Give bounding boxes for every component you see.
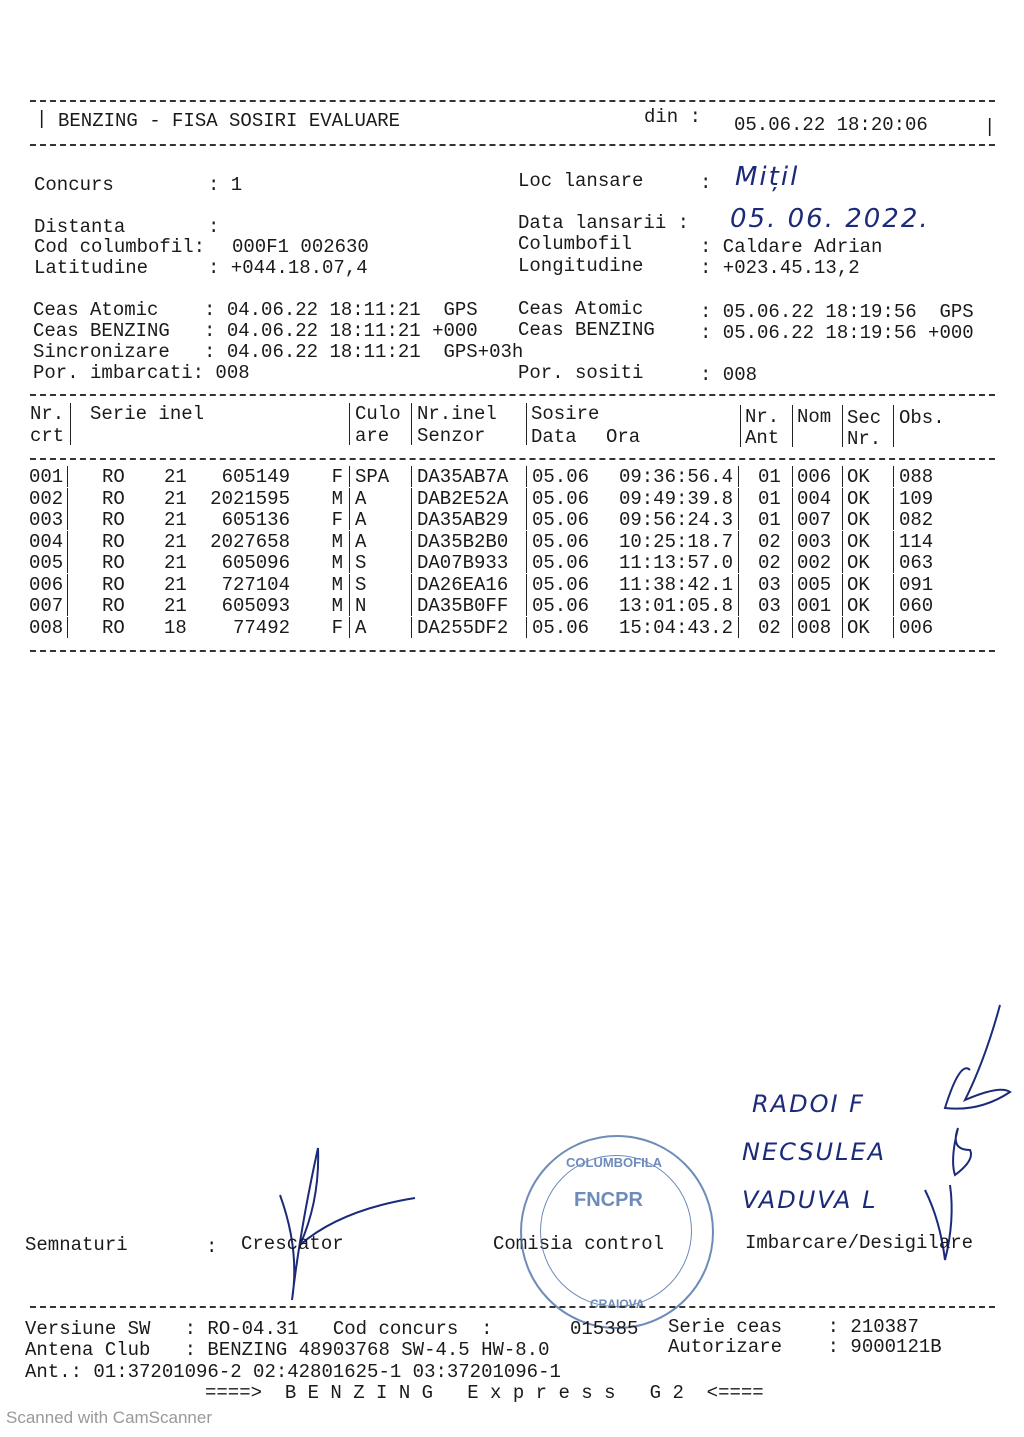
cell-data: 05.06: [532, 573, 590, 596]
cell-culoare: S: [355, 573, 367, 596]
cell-ant: 02: [758, 616, 781, 639]
col-header-are: are: [355, 425, 390, 447]
cell-nr: 001: [29, 466, 64, 488]
din-value: 05.06.22 18:20:06: [734, 114, 928, 136]
cell-culoare: A: [355, 509, 367, 531]
cell-sec: OK: [847, 573, 870, 596]
col-header-nr: Nr.: [30, 403, 65, 425]
cell-obs: 109: [899, 487, 934, 510]
cell-sex: F: [331, 466, 343, 488]
header-left-bar: |: [36, 108, 48, 130]
antena-club: Antena Club : BENZING 48903768 SW-4.5 HW-8.0: [25, 1339, 550, 1361]
cell-tara: RO: [102, 466, 125, 488]
cell-an: 21: [164, 573, 187, 596]
col-header-ant: Ant: [745, 427, 780, 449]
columbofil-value: : Caldare Adrian: [700, 236, 883, 258]
ceas-atomic-end-label: Ceas Atomic: [518, 298, 644, 320]
antene-list: Ant.: 01:37201096-2 02:42801625-1 03:37201096-1: [25, 1361, 561, 1383]
stamp-top-text: COLUMBOFILA: [566, 1155, 663, 1170]
handwritten-name-1: RADOI F: [752, 1090, 865, 1118]
imbarcare-desigilare-label: Imbarcare/Desigilare: [745, 1232, 974, 1254]
cell-obs: 063: [899, 552, 934, 574]
document-title: BENZING - FISA SOSIRI EVALUARE: [58, 110, 401, 132]
cell-nom: 003: [797, 530, 832, 553]
col-header-sec-nr: Nr.: [847, 428, 882, 450]
cell-sex: M: [331, 530, 343, 553]
cell-an: 18: [164, 616, 187, 639]
versiune-sw: Versiune SW : RO-04.31 Cod concurs :: [25, 1318, 493, 1340]
col-header-sosire: Sosire: [531, 403, 600, 425]
cell-ant: 01: [758, 509, 781, 531]
cell-tara: RO: [102, 530, 125, 553]
cell-obs: 114: [899, 530, 934, 553]
longitudine-value: : +023.45.13,2: [700, 257, 860, 279]
porumbei-sositi-value: : 008: [700, 364, 758, 386]
cell-inel: 2027658: [210, 530, 290, 553]
cell-nom: 008: [797, 616, 832, 639]
col-header-crt: crt: [30, 425, 65, 447]
cell-tara: RO: [102, 573, 125, 596]
cell-ora: 15:04:43.2: [618, 616, 733, 639]
cell-nom: 002: [797, 552, 832, 574]
cell-obs: 091: [899, 573, 934, 596]
cell-nr: 005: [29, 552, 64, 574]
serie-ceas: Serie ceas : 210387: [668, 1316, 919, 1338]
distanta-label: Distanta: [34, 216, 126, 238]
cell-data: 05.06: [532, 487, 590, 510]
cell-an: 21: [164, 552, 187, 574]
cell-sec: OK: [847, 466, 870, 488]
cell-ora: 13:01:05.8: [618, 595, 733, 617]
cell-an: 21: [164, 466, 187, 488]
cell-ora: 09:56:24.3: [618, 509, 733, 531]
association-stamp: [520, 1135, 714, 1329]
cell-an: 21: [164, 487, 187, 510]
footer-top-rule: [30, 1306, 995, 1308]
cell-senzor: DA255DF2: [417, 616, 509, 639]
cell-data: 05.06: [532, 509, 590, 531]
col-header-data: Data: [531, 426, 577, 448]
cell-sex: M: [331, 487, 343, 510]
cell-an: 21: [164, 595, 187, 617]
camscanner-note: Scanned with CamScanner: [6, 1408, 213, 1427]
col-header-senzor: Senzor: [417, 425, 486, 447]
cell-culoare: S: [355, 552, 367, 574]
col-header-nrinel: Nr.inel: [417, 403, 497, 425]
cell-ant: 02: [758, 552, 781, 574]
cell-sec: OK: [847, 616, 870, 639]
cell-culoare: A: [355, 616, 367, 639]
concurs-value: : 1: [208, 174, 243, 196]
cell-senzor: DA07B933: [417, 552, 509, 574]
cell-ant: 02: [758, 530, 781, 553]
cell-nr: 008: [29, 616, 64, 639]
handwritten-name-3: VADUVA L: [742, 1186, 878, 1214]
data-lansarii-handwritten: 05. 06. 2022.: [730, 204, 930, 234]
cell-inel: 605149: [221, 466, 290, 488]
columbofil-label: Columbofil: [518, 233, 633, 255]
cell-obs: 082: [899, 509, 934, 531]
cell-senzor: DA35AB29: [417, 509, 509, 531]
cell-culoare: A: [355, 487, 367, 510]
stamp-bottom-text: CRAIOVA: [590, 1297, 645, 1311]
cell-obs: 088: [899, 466, 934, 488]
cell-sec: OK: [847, 487, 870, 510]
cell-culoare: N: [355, 595, 367, 617]
cell-ora: 11:13:57.0: [618, 552, 733, 574]
crescator-label: Crescator: [241, 1233, 344, 1255]
col-header-nom: Nom: [797, 406, 832, 428]
cell-obs: 006: [899, 616, 934, 639]
cell-inel: 77492: [232, 616, 290, 639]
cell-data: 05.06: [532, 552, 590, 574]
porumbei-sositi-label: Por. sositi: [518, 362, 644, 384]
cell-nom: 001: [797, 595, 832, 617]
semnaturi-colon: :: [206, 1236, 218, 1258]
cell-culoare: SPA: [355, 466, 390, 488]
cell-inel: 727104: [221, 573, 290, 596]
loc-lansare-handwritten: Mițil: [735, 162, 800, 192]
cell-sex: M: [331, 552, 343, 574]
cell-nr: 007: [29, 595, 64, 617]
cell-sex: M: [331, 595, 343, 617]
cell-data: 05.06: [532, 595, 590, 617]
cell-an: 21: [164, 509, 187, 531]
cell-senzor: DA35B0FF: [417, 595, 509, 617]
cell-tara: RO: [102, 509, 125, 531]
cell-data: 05.06: [532, 530, 590, 553]
latitudine-label: Latitudine: [34, 257, 149, 279]
handwritten-name-2: NECSULEA: [742, 1138, 887, 1166]
cell-an: 21: [164, 530, 187, 553]
col-header-nr-ant: Nr.: [745, 406, 780, 428]
cell-inel: 605096: [221, 552, 290, 574]
cell-nr: 002: [29, 487, 64, 510]
cell-nom: 006: [797, 466, 832, 488]
cell-senzor: DA35AB7A: [417, 466, 509, 488]
cell-nr: 003: [29, 509, 64, 531]
cell-inel: 605093: [221, 595, 290, 617]
col-header-sec: Sec: [847, 407, 882, 429]
cell-data: 05.06: [532, 466, 590, 488]
cell-sec: OK: [847, 530, 870, 553]
cell-nr: 004: [29, 530, 64, 553]
cod-columbofil-label: Cod columbofil:: [34, 236, 206, 258]
ceas-benzing-start: Ceas BENZING : 04.06.22 18:11:21 +000: [33, 320, 478, 342]
cell-senzor: DAB2E52A: [417, 487, 509, 510]
cell-data: 05.06: [532, 616, 590, 639]
col-header-serie: Serie inel: [90, 403, 205, 425]
ceas-benzing-end-value: : 05.06.22 18:19:56 +000: [700, 322, 974, 344]
cell-obs: 060: [899, 595, 934, 617]
cell-inel: 605136: [221, 509, 290, 531]
cell-ora: 09:36:56.4: [618, 466, 733, 488]
cell-sec: OK: [847, 552, 870, 574]
concurs-label: Concurs: [34, 174, 114, 196]
loc-lansare-label: Loc lansare: [518, 170, 644, 192]
sincronizare: Sincronizare : 04.06.22 18:11:21 GPS+03h: [33, 341, 524, 363]
latitudine-value: : +044.18.07,4: [208, 257, 368, 279]
cod-concurs-value: 015385: [570, 1318, 639, 1340]
cell-nom: 007: [797, 509, 832, 531]
porumbei-imbarcati: Por. imbarcati: 008: [33, 362, 250, 384]
col-header-ora: Ora: [606, 426, 641, 448]
cell-culoare: A: [355, 530, 367, 553]
cell-tara: RO: [102, 487, 125, 510]
ceas-atomic-end-value: : 05.06.22 18:19:56 GPS: [700, 301, 974, 323]
cell-senzor: DA26EA16: [417, 573, 509, 596]
cell-nom: 004: [797, 487, 832, 510]
cell-sex: F: [331, 509, 343, 531]
cell-tara: RO: [102, 552, 125, 574]
header-right-bar: |: [984, 116, 996, 138]
cell-ant: 01: [758, 466, 781, 488]
cell-nr: 006: [29, 573, 64, 596]
din-label: din :: [644, 106, 702, 128]
cell-ora: 11:38:42.1: [618, 573, 733, 596]
col-header-obs: Obs.: [899, 407, 945, 429]
cell-ora: 10:25:18.7: [618, 530, 733, 553]
cod-columbofil-value: 000F1 002630: [232, 236, 369, 258]
ceas-atomic-start: Ceas Atomic : 04.06.22 18:11:21 GPS: [33, 299, 478, 321]
cell-ant: 01: [758, 487, 781, 510]
stamp-center-text: FNCPR: [574, 1189, 643, 1211]
cell-sex: M: [331, 573, 343, 596]
cell-ant: 03: [758, 595, 781, 617]
comisia-control-label: Comisia control: [493, 1233, 665, 1255]
cell-nom: 005: [797, 573, 832, 596]
cell-ora: 09:49:39.8: [618, 487, 733, 510]
cell-sex: F: [331, 616, 343, 639]
longitudine-label: Longitudine: [518, 255, 644, 277]
distanta-value: :: [208, 216, 220, 238]
cell-inel: 2021595: [210, 487, 290, 510]
semnaturi-label: Semnaturi: [25, 1234, 128, 1256]
cell-sec: OK: [847, 509, 870, 531]
col-header-culo: Culo: [355, 403, 401, 425]
data-lansarii-label: Data lansarii :: [518, 212, 690, 234]
cell-senzor: DA35B2B0: [417, 530, 509, 553]
cell-tara: RO: [102, 595, 125, 617]
benzing-express-banner: ====> B E N Z I N G E x p r e s s G 2 <====: [205, 1382, 764, 1404]
cell-tara: RO: [102, 616, 125, 639]
cell-ant: 03: [758, 573, 781, 596]
ceas-benzing-end-label: Ceas BENZING: [518, 319, 655, 341]
cell-sec: OK: [847, 595, 870, 617]
loc-lansare-colon: :: [700, 172, 712, 194]
autorizare: Autorizare : 9000121B: [668, 1336, 942, 1358]
